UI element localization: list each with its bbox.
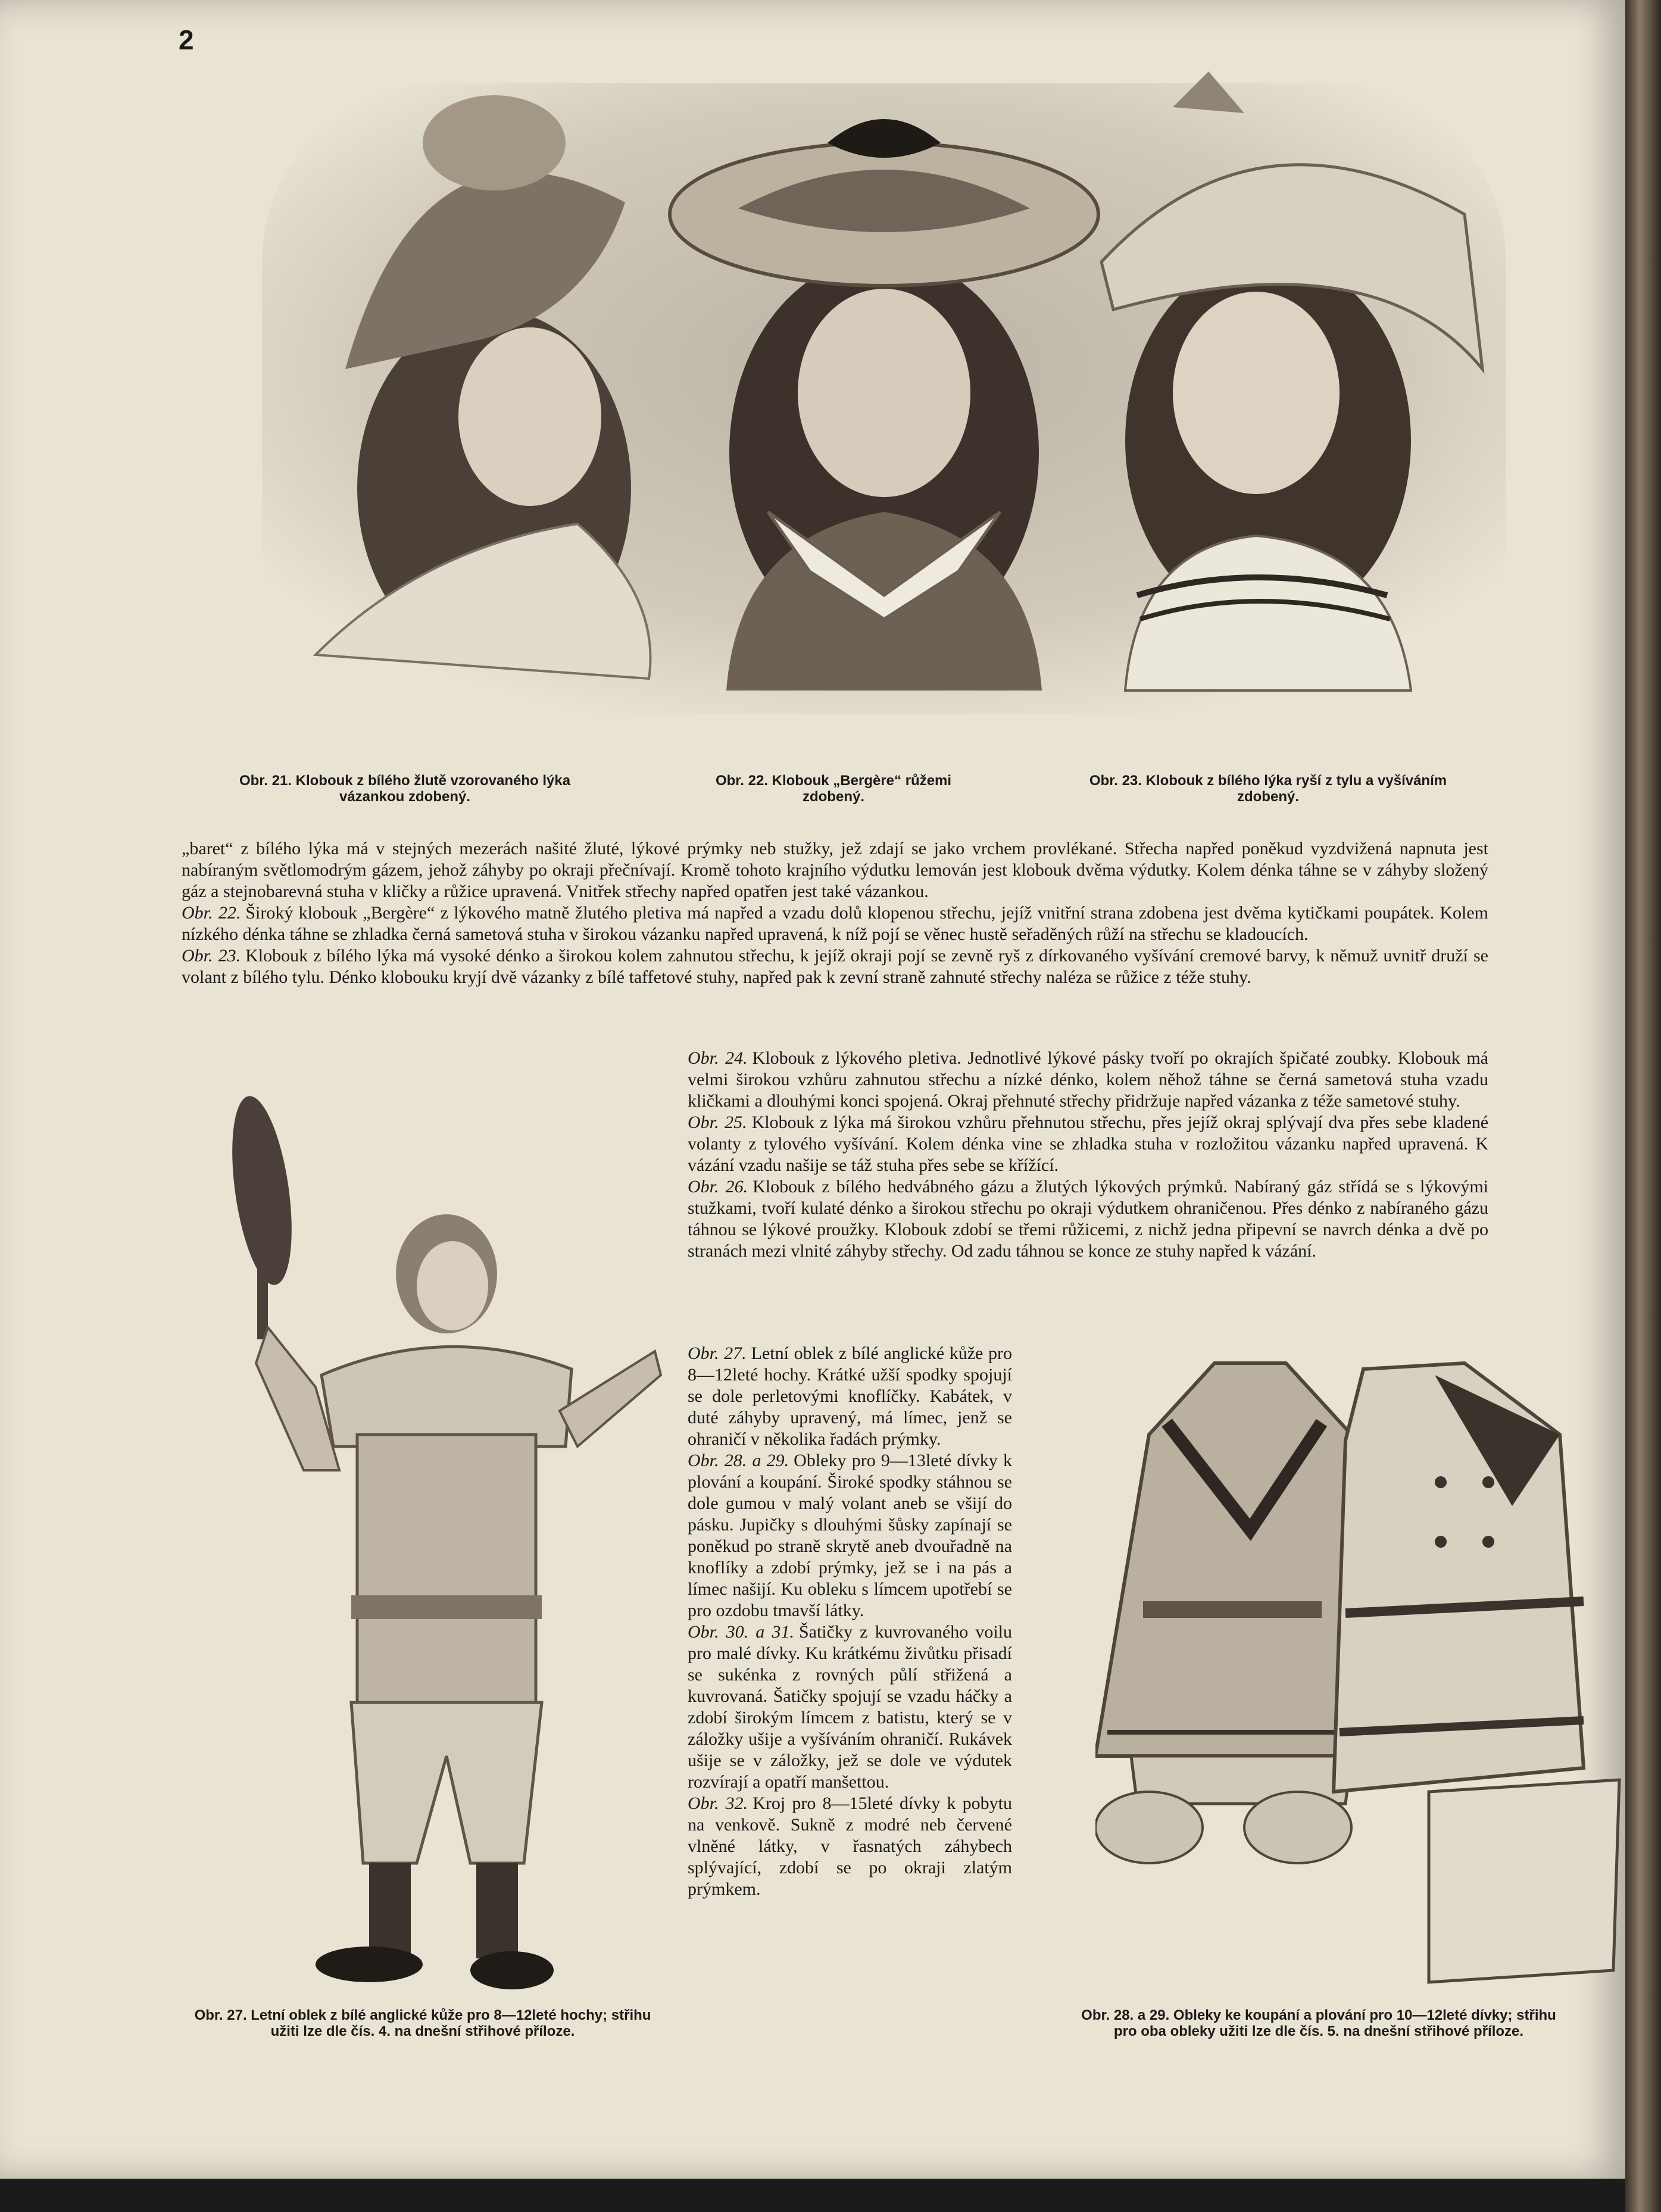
paragraph-lead: Obr. 25.	[688, 1113, 747, 1132]
book-spine-edge	[1625, 0, 1661, 2212]
caption-fig-21: Obr. 21. Klobouk z bílého žlutě vzorovaného lýka vázankou zdobený.	[239, 773, 571, 805]
paragraph-fig-23	[182, 945, 1488, 988]
paragraph-lead: Obr. 22.	[182, 903, 241, 923]
paragraph-lead: Obr. 24.	[688, 1048, 748, 1068]
paragraph-body: Kroj pro 8—15leté dívky k pobytu na venkově. Sukně z modré neb červené vlněné látky, v řasnatých záhybech splývající, zdobí se po okraji zlatým prýmkem.	[688, 1794, 1012, 1899]
caption-fig-28-29: Obr. 28. a 29. Obleky ke koupání a plování pro 10—12leté dívky; střihu pro oba obleky užiti lze dle čís. 5. na dnešní střihové příloze.	[1081, 2007, 1556, 2039]
article-text-full-width	[182, 838, 1488, 988]
caption-fig-27: Obr. 27. Letní oblek z bílé anglické kůže pro 8—12leté hochy; střihu užiti lze dle čís. 4. na dnešní střihové příloze.	[194, 2007, 651, 2039]
figure-28-dress	[1095, 1363, 1351, 1863]
paragraph-body: Obleky pro 9—13leté dívky k plování a koupání. Široké spodky stáhnou se dole gumou v malý volant aneb se všijí do pásku. Jupičky s dlouhými šůsky zapínají se poněkud po straně skrytě aneb dvouřadně na knoflíky a zdobí prýmky, jež se i na pás a límec našijí. Ku obleku s límcem upotřebí se pro ozdobu tmavší látky.	[688, 1451, 1012, 1620]
paragraph-lead: Obr. 27.	[688, 1344, 747, 1363]
paragraph-body: Klobouk z bílého hedvábného gázu a žlutých lýkových prýmků. Nabíraný gáz střídá se s lýkovými stužkami, tvoří kulaté dénko a širokou střechu po okraji výdutkem ohraničenou. Přes dénko z nabíraného gázu táhnou se lýkové proužky. Klobouk zdobí se třemi růžicemi, z nichž jedna připevní se navrch dénka a dvě po stranách mezi vlnité záhyby střechy. Od zadu táhnou se konce ze stuhy napřed k vázání.	[688, 1177, 1489, 1261]
paragraph-fig-30-31	[688, 1621, 1012, 1793]
paragraph-lead: Obr. 28. a 29.	[688, 1451, 789, 1470]
paragraph-lead: Obr. 26.	[688, 1177, 748, 1196]
paragraph-lead: Obr. 23.	[182, 946, 241, 966]
caption-fig-23: Obr. 23. Klobouk z bílého lýka ryší z tylu a vyšíváním zdobený.	[1089, 773, 1447, 805]
paragraph-lead: Obr. 30. a 31.	[688, 1622, 794, 1642]
paragraph-body: Letní oblek z bílé anglické kůže pro 8—12leté hochy. Krátké užší spodky spojují se dole perletovými knoflíčky. Kabátek, v duté záhyby upravený, má límec, jenž se ohraničí v několika řadách prýmky.	[688, 1344, 1012, 1449]
paragraph-lead: Obr. 32.	[688, 1794, 748, 1813]
boy-tennis-illustration	[191, 1089, 667, 2000]
swimsuits-illustration	[1095, 1351, 1625, 2006]
figure-29-dress	[1334, 1363, 1619, 1982]
paragraph-fig-21: „baret“ z bílého lýka má v stejných mezerách našité žluté, lýkové prýmky neb stužky, jež zdají se jako vrchem provlékané. Střecha napřed poněkud vyzdvižená napnuta jest nabíraným světlomodrým gázem, jehož záhyby po okraji přečnívají. Kromě tohoto krajního výdutku lemován jest klobouk dvěma výdutky. Kolem dénka táhne se v záhyby složený gáz a stejnobarevná stuha v kličky a růžice upravená. Vnitřek střechy napřed opatřen jest také vázankou.	[182, 839, 1488, 901]
paragraph-fig-27	[688, 1343, 1012, 1450]
paragraph-fig-32	[688, 1793, 1012, 1900]
paragraph-fig-22	[182, 902, 1488, 945]
paragraph-fig-26	[688, 1176, 1488, 1262]
paragraph-fig-24	[688, 1048, 1488, 1112]
paragraph-body: Klobouk z lýka má širokou vzhůru přehnutou střechu, přes jejíž okraj splývají dva přes sebe kladené volanty z tylového vyšívání. Kolem dénka vine se zhladka stuha v rozložitou vázanku napřed upravená. K vázání vzadu našije se táž stuha přes sebe se křížící.	[688, 1113, 1489, 1175]
article-text-center-column	[688, 1343, 1012, 1900]
caption-fig-22: Obr. 22. Klobouk „Bergère“ růžemi zdobený.	[715, 773, 952, 805]
hats-illustration	[244, 60, 1524, 726]
paragraph-fig-25	[688, 1112, 1488, 1176]
paragraph-body: Klobouk z bílého lýka má vysoké dénko a širokou kolem zahnutou střechu, k jejíž okraji pojí se zevně ryš z dírkovaného vyšívání cremové barvy, k němuž uvnitř druží se volant z bílého tylu. Dénko klobouku kryjí dvě vázanky z bílé taffetové stuhy, napřed pak k zevní straně zahnuté střechy naléza se růžice z téže stuhy.	[182, 946, 1488, 987]
article-text-right-block	[688, 1048, 1488, 1262]
paragraph-body: Šatičky z kuvrovaného voilu pro malé dívky. Ku krátkému živůtku přisadí se sukénka z rovných půlí střižená a kuvrovaná. Šatičky spojují se vzadu háčky a zdobí širokým límcem z batistu, který se v záložky ušije a vyšíváním ohraničí. Rukávek ušije se v záložky, jež se dole ve výdutek rozvírají a opatří manšettou.	[688, 1622, 1013, 1792]
paragraph-body: Široký klobouk „Bergère“ z lýkového matně žlutého pletiva má napřed a vzadu dolů klopenou střechu, jejíž vnitřní strana zdobena jest dvěma kytičkami poupátek. Kolem nízkého dénka táhne se zhladka černá sametová stuha v širokou vázanku napřed upravená, k níž pojí se věnec hustě seřaděných růží na střechu se kladoucích.	[182, 903, 1489, 944]
page-number: 2	[179, 24, 194, 55]
paragraph-fig-28-29	[688, 1450, 1012, 1621]
paragraph-body: Klobouk z lýkového pletiva. Jednotlivé lýkové pásky tvoří po okrajích špičaté zoubky. Klobouk má velmi širokou vzhůru zahnutou střechu a nízké dénko, kolem něhož táhne se černá sametová stuha vzadu kličkami a dlouhými konci spojená. Okraj přehnuté střechy přidržuje napřed vázanka z téže sametové stuhy.	[688, 1048, 1489, 1111]
